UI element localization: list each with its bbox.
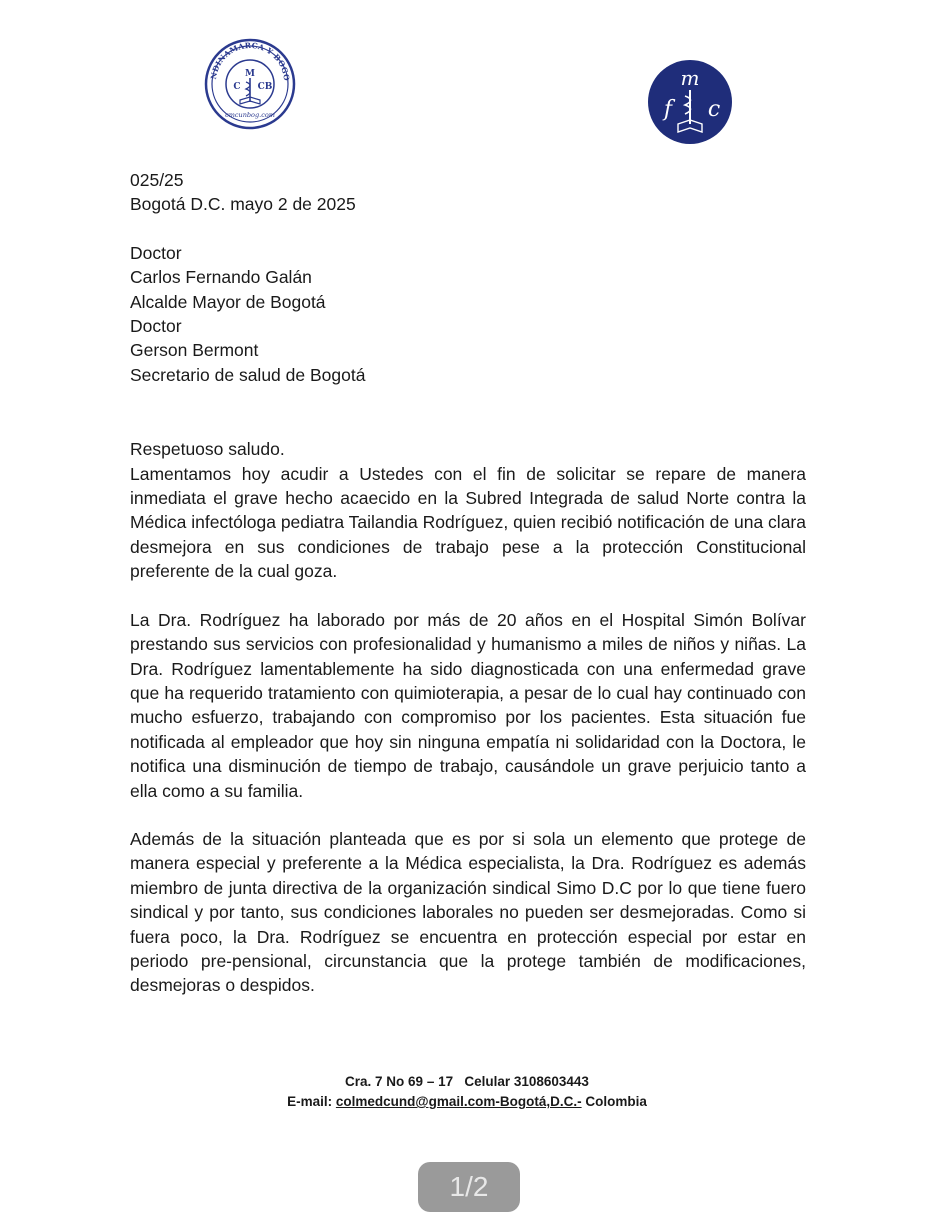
- logo-letter-cb: CB: [257, 82, 273, 92]
- greeting: Respetuoso saludo.: [130, 439, 285, 460]
- fmc-logo: [646, 58, 734, 146]
- recipient-line: Gerson Bermont: [130, 340, 259, 361]
- footer-contact: [0, 1092, 934, 1112]
- letter-body: [130, 168, 806, 998]
- logo-ring-text: NDINAMARCA Y BOGO: [209, 40, 292, 82]
- recipient-line: Doctor: [130, 242, 182, 263]
- logo-letter-m: m: [680, 66, 700, 90]
- logo-letter-m: M: [245, 69, 255, 79]
- cmcb-logo: [204, 36, 296, 144]
- paragraph: La Dra. Rodríguez ha laborado por más de 20 años en el Hospital Simón Bolívar prestando sus servicios con profesionalidad y humanismo a miles de niños y niñas. La Dra. Rodríguez lamentablemente ha sido diagnosticada con una enfermedad grave que ha requerido tratamiento con quimioterapia, a pesar de lo cual hay continuado con mucho esfuerzo, trabajando con compromiso por los pacientes. Esta situación fue notificada al empleador que hoy sin ninguna empatía ni solidaridad con la Doctora, le notifica una disminución de tiempo de trabajo, causándole un grave perjuicio tanto a ella como a su familia.: [130, 609, 806, 801]
- reference-number: 025/25: [130, 170, 184, 190]
- email-label: E-mail:: [287, 1094, 336, 1109]
- logo-site: cmcunbog.com: [225, 111, 275, 119]
- logo-letter-c: C: [233, 82, 241, 92]
- recipient-line: Alcalde Mayor de Bogotá: [130, 291, 326, 312]
- paragraph: Además de la situación planteada que es por si sola un elemento que protege de manera especial y preferente a la Médica especialista, la Dra. Rodríguez es además miembro de junta directiva de la organización sindical Simo D.C por lo que tiene fuero sindical y por tanto, sus condiciones laborales no pueden ser desmejoradas. Como si fuera poco, la Dra. Rodríguez se encuentra en protección especial por estar en periodo pre-pensional, circunstancia que la protege también de modificaciones, desmejoras o despidos.: [130, 828, 806, 996]
- footer-country: Colombia: [581, 1094, 647, 1109]
- logo-letter-f: f: [663, 97, 673, 122]
- page-indicator: 1/2: [418, 1162, 520, 1212]
- recipient-line: Carlos Fernando Galán: [130, 267, 312, 288]
- footer-address: Cra. 7 No 69 – 17 Celular 3108603443: [345, 1074, 589, 1089]
- paragraph: Lamentamos hoy acudir a Ustedes con el fin de solicitar se repare de manera inmediata el grave hecho acaecido en la Subred Integrada de salud Norte contra la Médica infectóloga pediatra Tailandia Rodríguez, quien recibió notificación de una clara desmejora en sus condiciones de trabajo pese a la protección Constitucional preferente de la cual goza.: [130, 463, 806, 582]
- recipient-line: Doctor: [130, 316, 182, 337]
- recipient-line: Secretario de salud de Bogotá: [130, 364, 366, 385]
- logo-letter-c: c: [707, 97, 721, 122]
- place-date: Bogotá D.C. mayo 2 de 2025: [130, 194, 356, 215]
- email-link[interactable]: colmedcund@gmail.com-Bogotá,D.C.-: [335, 1094, 582, 1109]
